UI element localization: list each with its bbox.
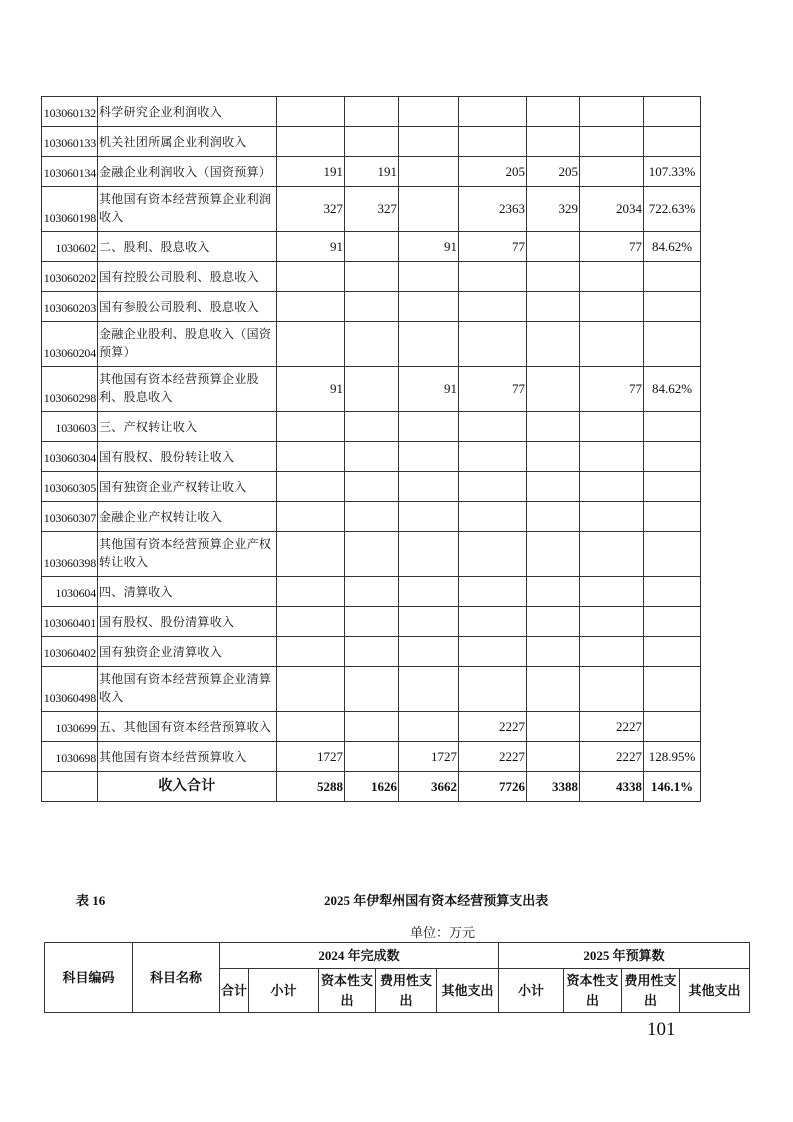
cell-2024-sub-a	[345, 472, 399, 502]
cell-2024-sub-a	[345, 742, 399, 772]
cell-2024-sub-b	[399, 97, 459, 127]
cell-2025-sub-b: 2227	[580, 712, 644, 742]
revenue-table	[41, 96, 701, 802]
header-2025-capital: 资本性支出	[564, 969, 622, 1013]
cell-2025-sub-a	[527, 367, 580, 412]
subject-code: 103060203	[42, 292, 98, 322]
cell-2024-sub-a	[345, 442, 399, 472]
cell-2025-total: 205	[459, 157, 527, 187]
total-2025-sub-b: 4338	[580, 772, 644, 802]
total-2025-total: 7726	[459, 772, 527, 802]
cell-2024-sub-a	[345, 712, 399, 742]
total-2024-sub-b: 3662	[399, 772, 459, 802]
table-row	[42, 577, 701, 607]
cell-2024-sub-b	[399, 577, 459, 607]
cell-2024-total	[277, 292, 345, 322]
cell-2024-total	[277, 532, 345, 577]
table-row	[42, 322, 701, 367]
cell-2024-total: 191	[277, 157, 345, 187]
total-label: 收入合计	[98, 772, 277, 802]
cell-growth-rate: 128.95%	[644, 742, 701, 772]
cell-2025-sub-b	[580, 262, 644, 292]
cell-2024-sub-b	[399, 637, 459, 667]
cell-2024-total: 91	[277, 232, 345, 262]
cell-growth-rate	[644, 127, 701, 157]
cell-2025-sub-a: 329	[527, 187, 580, 232]
cell-2025-sub-a	[527, 97, 580, 127]
cell-2024-sub-b	[399, 412, 459, 442]
cell-2024-sub-a: 327	[345, 187, 399, 232]
cell-2024-sub-a	[345, 667, 399, 712]
table-row	[42, 712, 701, 742]
table-row	[42, 127, 701, 157]
header-2025-group: 2025 年预算数	[499, 943, 750, 969]
cell-2025-total	[459, 127, 527, 157]
cell-2025-total	[459, 637, 527, 667]
header-2024-other: 其他支出	[437, 969, 499, 1013]
cell-2025-sub-a	[527, 607, 580, 637]
cell-2024-total	[277, 442, 345, 472]
cell-growth-rate	[644, 607, 701, 637]
cell-2025-sub-a	[527, 262, 580, 292]
table-title: 2025 年伊犁州国有资本经营预算支出表	[324, 893, 549, 908]
cell-2025-sub-b	[580, 502, 644, 532]
cell-2024-sub-b	[399, 667, 459, 712]
subject-name: 四、清算收入	[98, 577, 277, 607]
cell-growth-rate	[644, 262, 701, 292]
subject-name: 国有独资企业清算收入	[98, 637, 277, 667]
cell-2024-sub-b	[399, 187, 459, 232]
table-row	[42, 187, 701, 232]
revenue-table-body	[42, 97, 701, 802]
cell-2024-sub-a	[345, 322, 399, 367]
cell-2024-sub-a	[345, 262, 399, 292]
table-row	[42, 607, 701, 637]
cell-2024-sub-a	[345, 412, 399, 442]
cell-2025-sub-a	[527, 472, 580, 502]
table-number: 表 16	[76, 893, 106, 908]
subject-code: 103060298	[42, 367, 98, 412]
cell-2024-total	[277, 127, 345, 157]
cell-growth-rate: 84.62%	[644, 367, 701, 412]
cell-2025-total: 2227	[459, 742, 527, 772]
subject-name: 科学研究企业利润收入	[98, 97, 277, 127]
cell-2024-sub-a	[345, 367, 399, 412]
subject-code: 1030699	[42, 712, 98, 742]
cell-2025-sub-b	[580, 97, 644, 127]
cell-2025-sub-b	[580, 322, 644, 367]
subject-name: 其他国有资本经营预算企业产权转让收入	[98, 532, 277, 577]
table-row	[42, 742, 701, 772]
table-row	[42, 367, 701, 412]
cell-2025-total	[459, 667, 527, 712]
cell-growth-rate	[644, 637, 701, 667]
cell-2024-total	[277, 637, 345, 667]
cell-2025-sub-b	[580, 127, 644, 157]
subject-code: 1030602	[42, 232, 98, 262]
subject-name: 国有股权、股份清算收入	[98, 607, 277, 637]
cell-2025-sub-b	[580, 292, 644, 322]
total-growth-rate: 146.1%	[644, 772, 701, 802]
cell-2025-sub-a	[527, 712, 580, 742]
cell-2025-total	[459, 442, 527, 472]
header-name: 科目名称	[133, 943, 220, 1013]
cell-growth-rate	[644, 292, 701, 322]
cell-2024-sub-b	[399, 292, 459, 322]
cell-2024-sub-a	[345, 637, 399, 667]
header-2024-total: 合计	[220, 969, 249, 1013]
cell-2025-total: 2227	[459, 712, 527, 742]
cell-2025-sub-a	[527, 442, 580, 472]
subject-code: 103060133	[42, 127, 98, 157]
header-2024-expense: 费用性支出	[376, 969, 437, 1013]
cell-2024-sub-b	[399, 262, 459, 292]
subject-name: 二、股利、股息收入	[98, 232, 277, 262]
header-2025-other: 其他支出	[680, 969, 750, 1013]
table-row	[42, 292, 701, 322]
cell-2025-sub-a	[527, 322, 580, 367]
cell-2025-total: 77	[459, 367, 527, 412]
cell-growth-rate	[644, 97, 701, 127]
cell-growth-rate	[644, 532, 701, 577]
cell-growth-rate	[644, 577, 701, 607]
page-number: 101	[647, 1019, 676, 1040]
cell-2024-sub-b	[399, 712, 459, 742]
cell-2024-total	[277, 502, 345, 532]
cell-2024-total	[277, 412, 345, 442]
subject-code: 103060134	[42, 157, 98, 187]
cell-2025-total: 2363	[459, 187, 527, 232]
table-row	[42, 412, 701, 442]
cell-2024-total: 327	[277, 187, 345, 232]
cell-growth-rate	[644, 472, 701, 502]
cell-2025-sub-b	[580, 157, 644, 187]
cell-growth-rate	[644, 322, 701, 367]
cell-2024-sub-a	[345, 577, 399, 607]
cell-2025-sub-b	[580, 577, 644, 607]
subject-name: 其他国有资本经营预算企业股利、股息收入	[98, 367, 277, 412]
cell-2025-sub-a	[527, 577, 580, 607]
subject-name: 国有股权、股份转让收入	[98, 442, 277, 472]
cell-2024-sub-b	[399, 502, 459, 532]
cell-2024-sub-b	[399, 607, 459, 637]
cell-2025-sub-b	[580, 532, 644, 577]
cell-2024-sub-a: 191	[345, 157, 399, 187]
cell-2025-sub-b	[580, 412, 644, 442]
cell-2024-sub-a	[345, 502, 399, 532]
cell-2025-sub-a	[527, 412, 580, 442]
cell-2024-sub-b	[399, 532, 459, 577]
cell-growth-rate: 107.33%	[644, 157, 701, 187]
cell-2025-sub-b	[580, 667, 644, 712]
cell-2024-sub-a	[345, 607, 399, 637]
table-row	[42, 262, 701, 292]
cell-2025-sub-a	[527, 127, 580, 157]
subject-code: 1030603	[42, 412, 98, 442]
cell-2025-sub-b	[580, 472, 644, 502]
cell-2025-total	[459, 97, 527, 127]
subject-name: 其他国有资本经营预算企业利润收入	[98, 187, 277, 232]
cell-2025-sub-b: 77	[580, 232, 644, 262]
table-row	[42, 97, 701, 127]
cell-2025-total	[459, 472, 527, 502]
expense-table	[44, 942, 750, 1013]
cell-2024-total	[277, 607, 345, 637]
subject-code: 103060204	[42, 322, 98, 367]
cell-2025-total	[459, 502, 527, 532]
cell-2025-total	[459, 532, 527, 577]
cell-2025-total	[459, 322, 527, 367]
cell-2025-total	[459, 412, 527, 442]
subject-name: 国有控股公司股利、股息收入	[98, 262, 277, 292]
subject-code: 103060398	[42, 532, 98, 577]
table-row	[42, 532, 701, 577]
cell-growth-rate	[644, 502, 701, 532]
header-2025-subtotal: 小计	[499, 969, 564, 1013]
cell-2025-sub-b	[580, 637, 644, 667]
cell-growth-rate	[644, 442, 701, 472]
header-2024-capital: 资本性支出	[319, 969, 376, 1013]
unit-label: 单位：万元	[410, 925, 476, 940]
cell-2025-sub-b	[580, 442, 644, 472]
table-row	[42, 667, 701, 712]
total-code	[42, 772, 98, 802]
subject-code: 1030698	[42, 742, 98, 772]
subject-code: 103060304	[42, 442, 98, 472]
table-row	[42, 232, 701, 262]
subject-code: 1030604	[42, 577, 98, 607]
subject-name: 金融企业利润收入（国资预算）	[98, 157, 277, 187]
subject-name: 国有参股公司股利、股息收入	[98, 292, 277, 322]
subject-name: 三、产权转让收入	[98, 412, 277, 442]
table-row	[42, 442, 701, 472]
cell-2025-sub-a	[527, 742, 580, 772]
cell-2024-sub-b	[399, 322, 459, 367]
cell-2025-total	[459, 577, 527, 607]
cell-2025-sub-a	[527, 637, 580, 667]
subject-name: 国有独资企业产权转让收入	[98, 472, 277, 502]
cell-2024-sub-b	[399, 442, 459, 472]
cell-2024-sub-b	[399, 157, 459, 187]
cell-2024-sub-a	[345, 127, 399, 157]
subject-code: 103060305	[42, 472, 98, 502]
subject-name: 金融企业产权转让收入	[98, 502, 277, 532]
cell-growth-rate	[644, 667, 701, 712]
cell-growth-rate: 84.62%	[644, 232, 701, 262]
cell-2024-sub-b: 91	[399, 232, 459, 262]
header-2024-subtotal: 小计	[249, 969, 319, 1013]
cell-2025-sub-a	[527, 232, 580, 262]
header-row-1	[45, 943, 750, 969]
cell-2025-total	[459, 262, 527, 292]
cell-growth-rate: 722.63%	[644, 187, 701, 232]
table-row	[42, 637, 701, 667]
cell-2024-sub-a	[345, 292, 399, 322]
cell-2024-total	[277, 262, 345, 292]
subject-name: 金融企业股利、股息收入（国资预算）	[98, 322, 277, 367]
total-2024-sub-a: 1626	[345, 772, 399, 802]
cell-2024-total: 1727	[277, 742, 345, 772]
cell-2024-total	[277, 97, 345, 127]
total-2024-total: 5288	[277, 772, 345, 802]
subject-code: 103060132	[42, 97, 98, 127]
cell-2024-sub-a	[345, 232, 399, 262]
cell-2024-sub-b	[399, 472, 459, 502]
subject-name: 其他国有资本经营预算收入	[98, 742, 277, 772]
subject-code: 103060198	[42, 187, 98, 232]
cell-2024-sub-a	[345, 532, 399, 577]
cell-2024-total: 91	[277, 367, 345, 412]
cell-2025-sub-b: 77	[580, 367, 644, 412]
subject-code: 103060401	[42, 607, 98, 637]
cell-2024-total	[277, 322, 345, 367]
table-row	[42, 472, 701, 502]
cell-2025-sub-b	[580, 607, 644, 637]
header-2025-expense: 费用性支出	[622, 969, 680, 1013]
cell-2025-total	[459, 292, 527, 322]
total-2025-sub-a: 3388	[527, 772, 580, 802]
cell-growth-rate	[644, 412, 701, 442]
header-2024-group: 2024 年完成数	[220, 943, 499, 969]
cell-2025-sub-b: 2227	[580, 742, 644, 772]
cell-2025-sub-a	[527, 502, 580, 532]
cell-2024-sub-a	[345, 97, 399, 127]
subject-code: 103060402	[42, 637, 98, 667]
cell-2025-sub-a	[527, 292, 580, 322]
cell-2024-total	[277, 472, 345, 502]
cell-2024-sub-b: 1727	[399, 742, 459, 772]
table-row	[42, 157, 701, 187]
cell-2025-sub-a	[527, 667, 580, 712]
subject-code: 103060307	[42, 502, 98, 532]
total-row	[42, 772, 701, 802]
subject-name: 五、其他国有资本经营预算收入	[98, 712, 277, 742]
subject-code: 103060202	[42, 262, 98, 292]
cell-2024-total	[277, 712, 345, 742]
subject-name: 机关社团所属企业利润收入	[98, 127, 277, 157]
cell-2024-total	[277, 577, 345, 607]
table-row	[42, 502, 701, 532]
cell-2025-total: 77	[459, 232, 527, 262]
subject-code: 103060498	[42, 667, 98, 712]
cell-growth-rate	[644, 712, 701, 742]
subject-name: 其他国有资本经营预算企业清算收入	[98, 667, 277, 712]
cell-2025-total	[459, 607, 527, 637]
cell-2025-sub-a: 205	[527, 157, 580, 187]
cell-2024-sub-b: 91	[399, 367, 459, 412]
cell-2024-sub-b	[399, 127, 459, 157]
header-code: 科目编码	[45, 943, 133, 1013]
cell-2025-sub-a	[527, 532, 580, 577]
cell-2024-total	[277, 667, 345, 712]
cell-2025-sub-b: 2034	[580, 187, 644, 232]
